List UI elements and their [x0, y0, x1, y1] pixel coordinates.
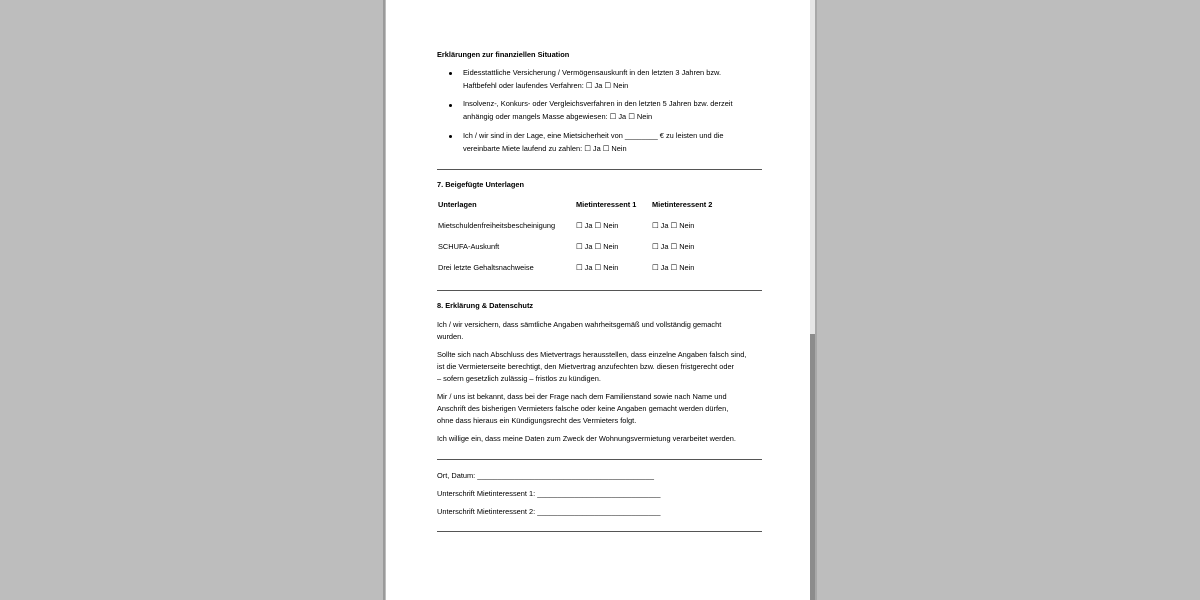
section-divider [437, 459, 762, 460]
bullet-icon [449, 135, 452, 138]
attachment-row-label: Drei letzte Gehaltsnachweise [438, 263, 534, 272]
declaration-consent: Ich willige ein, dass meine Daten zum Zweck der Wohnungsvermietung verarbeitet werden. [437, 434, 736, 443]
attachments-col-tenant1: Mietinteressent 1 [576, 200, 637, 209]
attachments-col-tenant2: Mietinteressent 2 [652, 200, 713, 209]
financial-item-2-line1: Insolvenz-, Konkurs- oder Vergleichsverfahren in den letzten 5 Jahren bzw. derzeit [463, 99, 733, 108]
signature-tenant2-field[interactable]: Unterschrift Mietinteressent 2: ______________________________ [437, 507, 661, 516]
bullet-icon [449, 72, 452, 75]
section-divider [437, 169, 762, 170]
declaration-p1-line: Ich / wir versichern, dass sämtliche Angaben wahrheitsgemäß und vollständig gemacht [437, 320, 722, 329]
section-divider [437, 290, 762, 291]
financial-item-1-line1: Eidesstattliche Versicherung / Vermögensauskunft in den letzten 3 Jahren bzw. [463, 68, 722, 77]
attachment-row-tenant1-checkbox[interactable]: ☐ Ja ☐ Nein [576, 263, 619, 272]
place-date-field[interactable]: Ort, Datum: ___________________________________________ [437, 471, 654, 480]
attachment-row-tenant2-checkbox[interactable]: ☐ Ja ☐ Nein [652, 263, 695, 272]
declaration-p3-line: ohne dass hieraus ein Kündigungsrecht des Vermieters folgt. [437, 416, 637, 425]
bullet-icon [449, 104, 452, 107]
attachment-row-tenant2-checkbox[interactable]: ☐ Ja ☐ Nein [652, 242, 695, 251]
declaration-p2-line: ist die Vermieterseite berechtigt, den Mietvertrag anzufechten bzw. diesen fristgerecht oder [437, 362, 735, 371]
financial-heading: Erklärungen zur finanziellen Situation [437, 50, 570, 59]
declaration-p3-line: Mir / uns ist bekannt, dass bei der Frage nach dem Familienstand sowie nach Name und [437, 392, 727, 401]
document-page [386, 0, 815, 600]
attachments-col-documents: Unterlagen [438, 200, 477, 209]
declaration-p3-line: Anschrift des bisherigen Vermieters falsche oder keine Angaben gemacht werden dürfen, [437, 404, 729, 413]
page-right-edge [815, 0, 817, 600]
financial-item-2-line2: anhängig oder mangels Masse abgewiesen: ☐ Ja ☐ Nein [463, 112, 653, 121]
declaration-p2-line: – sofern gesetzlich zulässig – fristlos zu kündigen. [437, 374, 601, 383]
financial-item-1-line2: Haftbefehl oder laufendes Verfahren: ☐ Ja ☐ Nein [463, 81, 629, 90]
attachment-row-tenant1-checkbox[interactable]: ☐ Ja ☐ Nein [576, 221, 619, 230]
declaration-p1-line: wurden. [437, 332, 464, 341]
attachment-row-label: Mietschuldenfreiheitsbescheinigung [438, 221, 556, 230]
attachment-row-label: SCHUFA-Auskunft [438, 242, 500, 251]
attachment-row-tenant2-checkbox[interactable]: ☐ Ja ☐ Nein [652, 221, 695, 230]
financial-item-3-line1: Ich / wir sind in der Lage, eine Mietsicherheit von ________ € zu leisten und die [463, 131, 724, 140]
financial-item-3-line2: vereinbarte Miete laufend zu zahlen: ☐ Ja ☐ Nein [463, 144, 627, 153]
section-divider [437, 531, 762, 532]
declaration-heading: 8. Erklärung & Datenschutz [437, 301, 534, 310]
declaration-p2-line: Sollte sich nach Abschluss des Mietvertrags herausstellen, dass einzelne Angaben falsch sind, [437, 350, 747, 359]
signature-tenant1-field[interactable]: Unterschrift Mietinteressent 1: ______________________________ [437, 489, 661, 498]
attachments-heading: 7. Beigefügte Unterlagen [437, 180, 525, 189]
page-left-shadow [383, 0, 385, 600]
attachment-row-tenant1-checkbox[interactable]: ☐ Ja ☐ Nein [576, 242, 619, 251]
